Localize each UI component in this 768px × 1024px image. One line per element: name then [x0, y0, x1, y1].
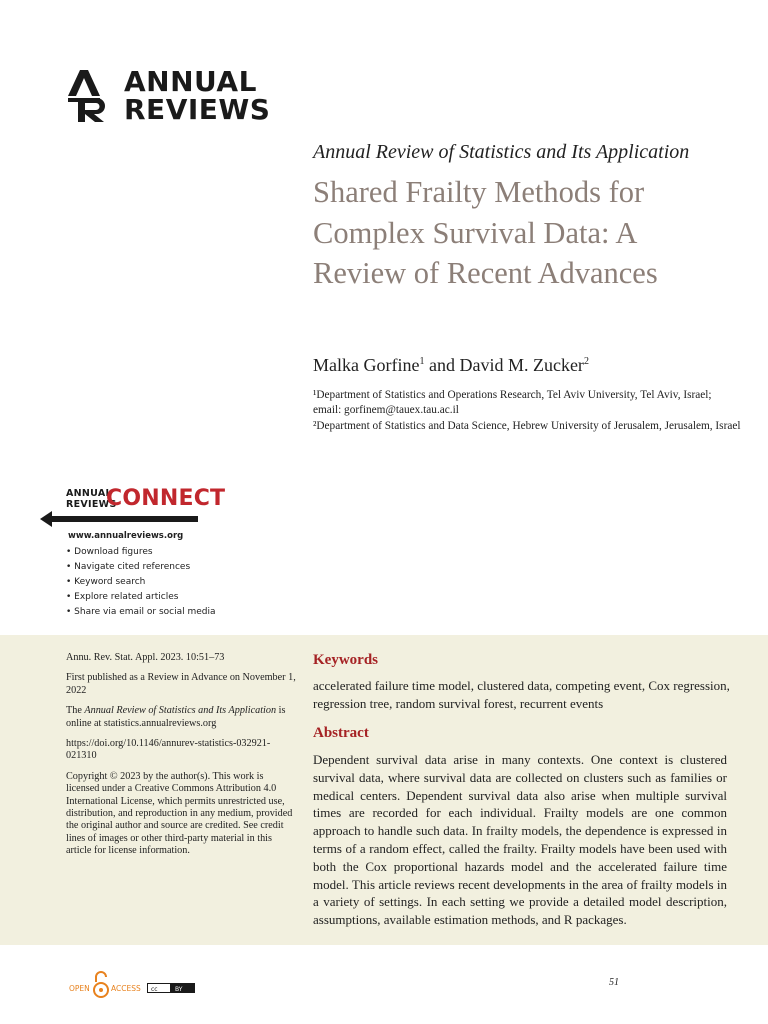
online-journal-name: Annual Review of Statistics and Its Application [84, 705, 277, 717]
journal-name: Annual Review of Statistics and Its Application [313, 141, 690, 163]
author-line [313, 355, 589, 376]
abstract-heading: Abstract [313, 725, 369, 741]
affiliation-2: ²Department of Statistics and Data Science, Hebrew University of Jerusalem, Jerusalem, Israel [313, 420, 741, 432]
connect-small-line-2: REVIEWS [66, 499, 117, 510]
connect-item-navigate-references: • Navigate cited references [66, 562, 191, 572]
connect-feature-list [66, 545, 216, 620]
open-access-badge [69, 970, 209, 1000]
copyright-notice: Copyright © 2023 by the author(s). This work is licensed under a Creative Commons Attribution 4.0 International License, which permits unrestricted use, distribution, and reproduction in any medium, provided the original author and source are credited. See credit lines of images or other third-party material in this article for license information. [66, 770, 293, 857]
connect-title: CONNECT [106, 486, 226, 511]
author-2: David M. Zucker [459, 355, 584, 375]
doi-link[interactable]: https://doi.org/10.1146/annurev-statistics-032921-021310 [66, 738, 271, 762]
ar-monogram-icon [66, 68, 118, 124]
cc-label: cc [151, 986, 158, 993]
author-1-sup: 1 [419, 356, 425, 367]
online-suffix: is online at statistics.annualreviews.org [66, 705, 286, 729]
open-lock-icon [94, 972, 108, 997]
connect-item-keyword-search: • Keyword search [66, 577, 146, 587]
connect-item-download-figures: • Download figures [66, 547, 153, 557]
connect-item-explore-related: • Explore related articles [66, 592, 179, 602]
logo-line-2: REVIEWS [124, 93, 271, 126]
connect-arrow-icon [40, 509, 200, 529]
open-label: OPEN [69, 984, 90, 993]
page-number: 51 [609, 977, 619, 988]
online-prefix: The [66, 705, 85, 717]
citation: Annu. Rev. Stat. Appl. 2023. 10:51–73 [66, 652, 225, 663]
connect-item-share: • Share via email or social media [66, 607, 216, 617]
annual-reviews-logo [66, 65, 271, 126]
keywords-text: accelerated failure time model, clustered data, competing event, Cox regression, regression tree, random survival forest, recurrent events [313, 678, 730, 711]
connect-small-line-1: ANNUAL [66, 488, 112, 499]
author-conjunction: and [424, 355, 460, 375]
logo-line-1: ANNUAL [124, 65, 257, 98]
cc-by-license-icon [147, 983, 195, 993]
abstract-text: Dependent survival data arise in many contexts. One context is clustered survival data, where survival data are collected on clusters such as families or medical centers. Dependent survival data also arise when multiple survival times are recorded for each individual. Frailty models are one common approach to handle such data. In frailty models, the dependence is expressed in terms of a random effect, called the frailty. Frailty models have been used with both the Cox proportional hazards model and the accelerated failure time model. This article reviews recent developments in the area of frailty models in a variety of settings. In each setting we provide a detailed model description, assumptions, available estimation methods, and R packages. [313, 752, 727, 928]
keywords-heading: Keywords [313, 652, 378, 668]
author-2-sup: 2 [583, 356, 589, 367]
connect-url-link[interactable]: www.annualreviews.org [68, 531, 184, 541]
article-metadata-sidebar [66, 652, 296, 866]
first-published: First published as a Review in Advance on November 1, 2022 [66, 672, 296, 696]
article-title: Shared Frailty Methods for Complex Survival Data: A Review of Recent Advances [313, 175, 658, 290]
access-label: ACCESS [111, 984, 141, 993]
online-availability [66, 705, 296, 730]
affiliation-1: ¹Department of Statistics and Operations Research, Tel Aviv University, Tel Aviv, Israel; email: gorfinem@tauex.tau.ac.il [313, 389, 712, 416]
author-1: Malka Gorfine [313, 355, 420, 375]
by-label: BY [175, 986, 183, 993]
